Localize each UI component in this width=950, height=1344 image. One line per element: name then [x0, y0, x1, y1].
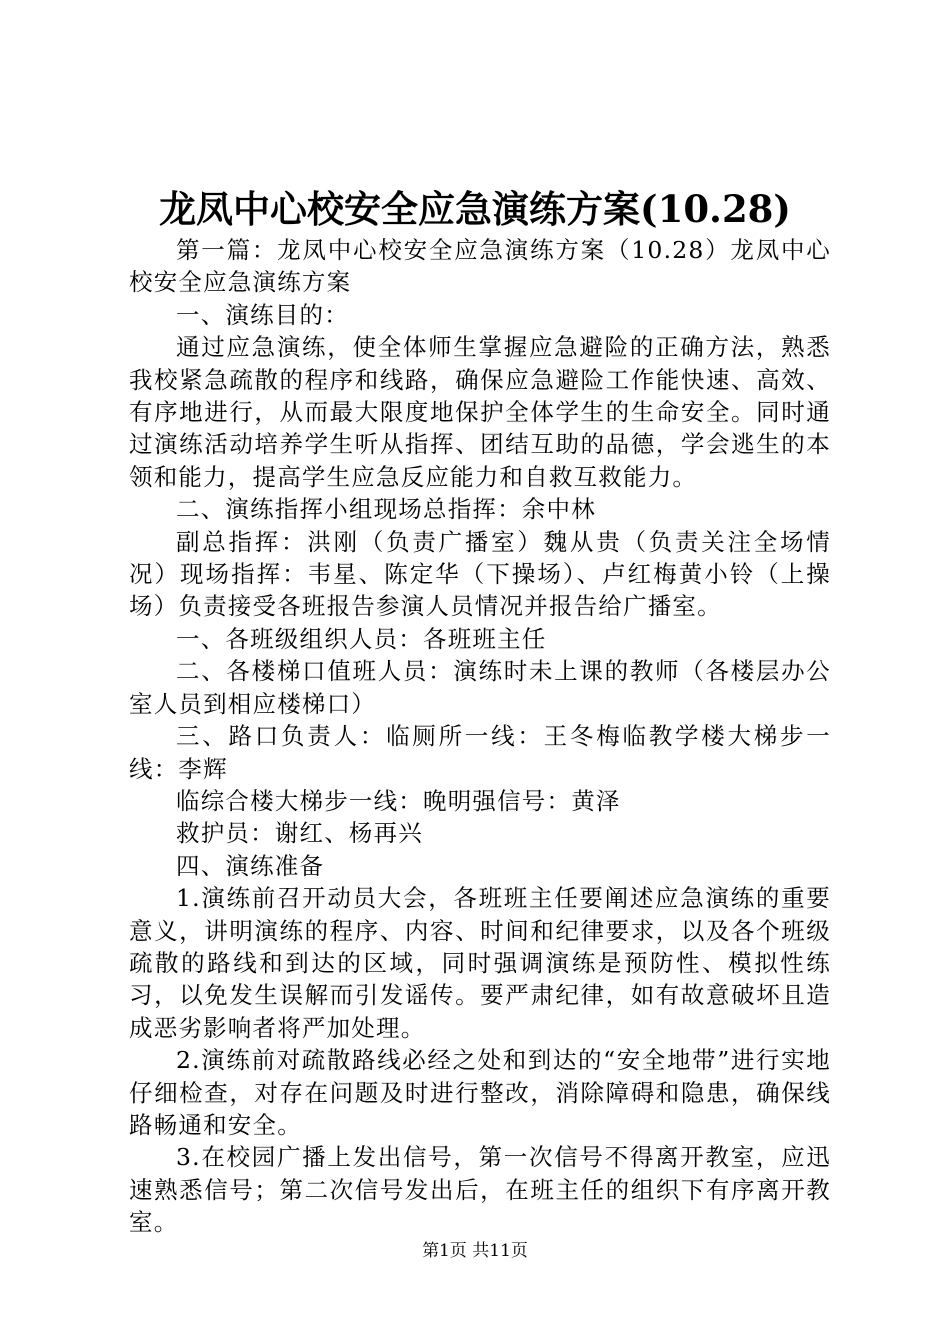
paragraph: 一、各班级组织人员：各班班主任 [176, 624, 547, 653]
paragraph: 四、演练准备 [176, 851, 325, 880]
paragraph: 通过应急演练，使全体师生掌握应急避险的正确方法，熟悉我校紧急疏散的程序和线路，确保应急避险工作能快速、高效、有序地进行，从而最大限度地保护全体学生的生命安全。同时通过演练活动培养学生听从指挥、团结互助的品德，学会逃生的本领和能力，提高学生应急反应能力和自救互救能力。 [129, 333, 831, 491]
document-title: 龙凤中心校安全应急演练方案(10.28) [159, 187, 791, 231]
paragraph: 第一篇：龙凤中心校安全应急演练方案（10.28）龙凤中心校安全应急演练方案 [129, 236, 831, 297]
paragraph: 救护员：谢红、杨再兴 [176, 819, 423, 848]
paragraph: 3.在校园广播上发出信号，第一次信号不得离开教室，应迅速熟悉信号；第二次信号发出后，在班主任的组织下有序离开教室。 [129, 1143, 831, 1237]
paragraph: 二、演练指挥小组现场总指挥：余中林 [176, 495, 596, 524]
document-body [129, 234, 831, 1239]
paragraph: 临综合楼大梯步一线：晚明强信号：黄泽 [176, 786, 621, 815]
paragraph: 二、各楼梯口值班人员：演练时未上课的教师（各楼层办公室人员到相应楼梯口） [129, 657, 831, 718]
paragraph: 三、路口负责人：临厕所一线：王冬梅临教学楼大梯步一线：李辉 [129, 722, 831, 783]
paragraph: 1.演练前召开动员大会，各班班主任要阐述应急演练的重要意义，讲明演练的程序、内容、时间和纪律要求，以及各个班级疏散的路线和到达的区域，同时强调演练是预防性、模拟性练习，以免发生误解而引发谣传。要严肃纪律，如有故意破坏且造成恶劣影响者将严加处理。 [129, 884, 831, 1042]
paragraph: 一、演练目的： [176, 300, 349, 329]
page-number-footer: 第1页 共11页 [422, 1241, 528, 1261]
paragraph: 副总指挥：洪刚（负责广播室）魏从贵（负责关注全场情况）现场指挥：韦星、陈定华（下操场）、卢红梅黄小铃（上操场）负责接受各班报告参演人员情况并报告给广播室。 [129, 527, 831, 621]
paragraph: 2.演练前对疏散路线必经之处和到达的“安全地带”进行实地仔细检查，对存在问题及时进行整改，消除障碍和隐患，确保线路畅通和安全。 [129, 1046, 831, 1139]
